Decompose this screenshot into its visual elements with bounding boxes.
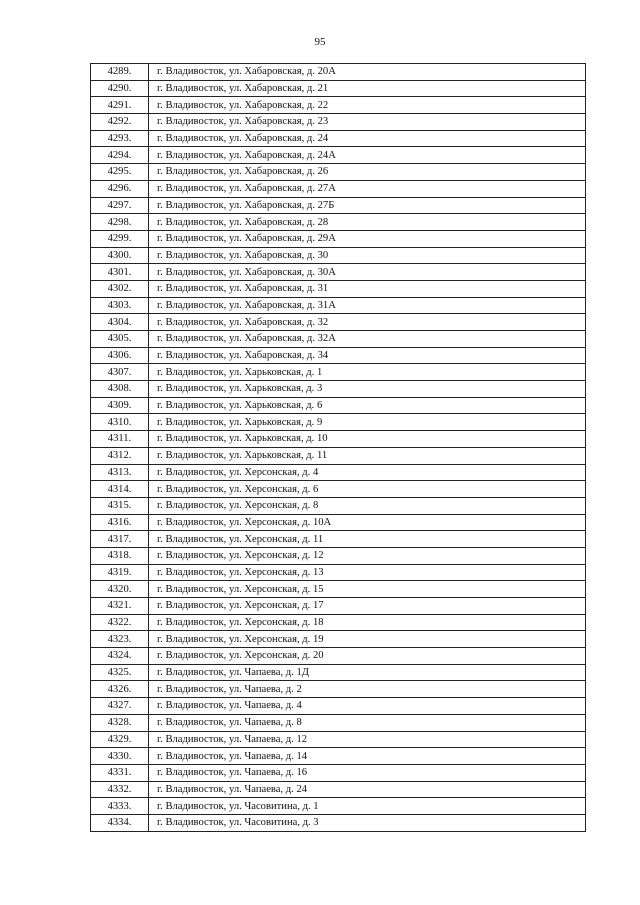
table-row [91,414,586,431]
row-address: г. Владивосток, ул. Хабаровская, д. 23 [149,114,586,131]
table-row [91,97,586,114]
row-address: г. Владивосток, ул. Хабаровская, д. 31 [149,280,586,297]
row-number: 4328. [91,714,149,731]
row-number: 4327. [91,698,149,715]
row-number: 4307. [91,364,149,381]
row-address: г. Владивосток, ул. Херсонская, д. 12 [149,547,586,564]
row-number: 4297. [91,197,149,214]
table-row [91,581,586,598]
table-row [91,147,586,164]
table-row [91,698,586,715]
row-number: 4294. [91,147,149,164]
row-number: 4302. [91,280,149,297]
row-number: 4303. [91,297,149,314]
row-number: 4298. [91,214,149,231]
row-number: 4306. [91,347,149,364]
row-address: г. Владивосток, ул. Хабаровская, д. 22 [149,97,586,114]
row-number: 4331. [91,764,149,781]
table-row [91,547,586,564]
table-row [91,197,586,214]
row-number: 4292. [91,114,149,131]
row-address: г. Владивосток, ул. Хабаровская, д. 21 [149,80,586,97]
row-address: г. Владивосток, ул. Хабаровская, д. 34 [149,347,586,364]
row-address: г. Владивосток, ул. Херсонская, д. 6 [149,481,586,498]
row-number: 4317. [91,531,149,548]
address-table [90,63,586,832]
row-number: 4313. [91,464,149,481]
table-row [91,514,586,531]
row-number: 4293. [91,130,149,147]
table-row [91,130,586,147]
table-row [91,280,586,297]
row-address: г. Владивосток, ул. Хабаровская, д. 31А [149,297,586,314]
row-address: г. Владивосток, ул. Хабаровская, д. 28 [149,214,586,231]
table-row [91,748,586,765]
row-address: г. Владивосток, ул. Харьковская, д. 3 [149,381,586,398]
table-row [91,481,586,498]
row-address: г. Владивосток, ул. Херсонская, д. 13 [149,564,586,581]
row-address: г. Владивосток, ул. Чапаева, д. 14 [149,748,586,765]
table-row [91,798,586,815]
row-address: г. Владивосток, ул. Чапаева, д. 16 [149,764,586,781]
row-number: 4332. [91,781,149,798]
table-row [91,631,586,648]
row-address: г. Владивосток, ул. Херсонская, д. 20 [149,648,586,665]
row-number: 4289. [91,64,149,81]
row-number: 4325. [91,664,149,681]
row-number: 4291. [91,97,149,114]
table-row [91,648,586,665]
row-number: 4308. [91,381,149,398]
table-row [91,180,586,197]
table-row [91,347,586,364]
table-row [91,731,586,748]
table-row [91,764,586,781]
row-number: 4324. [91,648,149,665]
row-number: 4296. [91,180,149,197]
row-number: 4309. [91,397,149,414]
row-number: 4314. [91,481,149,498]
row-address: г. Владивосток, ул. Херсонская, д. 4 [149,464,586,481]
table-row [91,230,586,247]
row-number: 4304. [91,314,149,331]
row-address: г. Владивосток, ул. Харьковская, д. 9 [149,414,586,431]
table-row [91,598,586,615]
row-address: г. Владивосток, ул. Херсонская, д. 10А [149,514,586,531]
row-address: г. Владивосток, ул. Чапаева, д. 4 [149,698,586,715]
row-number: 4320. [91,581,149,598]
table-row [91,364,586,381]
row-number: 4311. [91,431,149,448]
row-address: г. Владивосток, ул. Хабаровская, д. 24 [149,130,586,147]
row-number: 4333. [91,798,149,815]
row-address: г. Владивосток, ул. Херсонская, д. 8 [149,497,586,514]
table-row [91,814,586,831]
row-number: 4316. [91,514,149,531]
row-address: г. Владивосток, ул. Хабаровская, д. 32А [149,331,586,348]
row-address: г. Владивосток, ул. Часовитина, д. 1 [149,798,586,815]
table-row [91,447,586,464]
row-address: г. Владивосток, ул. Хабаровская, д. 27А [149,180,586,197]
table-row [91,431,586,448]
table-row [91,314,586,331]
table-row [91,381,586,398]
row-number: 4326. [91,681,149,698]
address-table-body [91,64,586,832]
table-row [91,297,586,314]
row-address: г. Владивосток, ул. Хабаровская, д. 26 [149,164,586,181]
row-address: г. Владивосток, ул. Хабаровская, д. 30А [149,264,586,281]
table-row [91,464,586,481]
table-row [91,664,586,681]
row-number: 4310. [91,414,149,431]
table-row [91,264,586,281]
table-row [91,331,586,348]
table-row [91,247,586,264]
table-row [91,497,586,514]
table-row [91,114,586,131]
row-address: г. Владивосток, ул. Хабаровская, д. 32 [149,314,586,331]
row-number: 4329. [91,731,149,748]
row-number: 4330. [91,748,149,765]
table-row [91,564,586,581]
table-row [91,64,586,81]
row-address: г. Владивосток, ул. Херсонская, д. 17 [149,598,586,615]
table-row [91,714,586,731]
row-address: г. Владивосток, ул. Херсонская, д. 19 [149,631,586,648]
row-address: г. Владивосток, ул. Чапаева, д. 2 [149,681,586,698]
table-row [91,397,586,414]
row-address: г. Владивосток, ул. Харьковская, д. 11 [149,447,586,464]
table-row [91,681,586,698]
row-number: 4301. [91,264,149,281]
row-address: г. Владивосток, ул. Чапаева, д. 1Д [149,664,586,681]
row-number: 4321. [91,598,149,615]
row-address: г. Владивосток, ул. Хабаровская, д. 27Б [149,197,586,214]
row-number: 4305. [91,331,149,348]
row-address: г. Владивосток, ул. Чапаева, д. 8 [149,714,586,731]
row-number: 4322. [91,614,149,631]
table-row [91,80,586,97]
table-row [91,781,586,798]
row-address: г. Владивосток, ул. Чапаева, д. 24 [149,781,586,798]
page-number: 95 [314,36,326,48]
row-number: 4319. [91,564,149,581]
row-address: г. Владивосток, ул. Харьковская, д. 1 [149,364,586,381]
row-address: г. Владивосток, ул. Хабаровская, д. 30 [149,247,586,264]
row-number: 4318. [91,547,149,564]
row-number: 4295. [91,164,149,181]
row-address: г. Владивосток, ул. Часовитина, д. 3 [149,814,586,831]
table-row [91,164,586,181]
row-address: г. Владивосток, ул. Чапаева, д. 12 [149,731,586,748]
row-number: 4323. [91,631,149,648]
table-row [91,614,586,631]
row-number: 4315. [91,497,149,514]
table-row [91,214,586,231]
row-number: 4312. [91,447,149,464]
row-address: г. Владивосток, ул. Хабаровская, д. 29А [149,230,586,247]
row-address: г. Владивосток, ул. Хабаровская, д. 20А [149,64,586,81]
row-number: 4334. [91,814,149,831]
row-address: г. Владивосток, ул. Херсонская, д. 15 [149,581,586,598]
row-address: г. Владивосток, ул. Херсонская, д. 11 [149,531,586,548]
row-address: г. Владивосток, ул. Херсонская, д. 18 [149,614,586,631]
table-row [91,531,586,548]
row-address: г. Владивосток, ул. Харьковская, д. 10 [149,431,586,448]
row-number: 4290. [91,80,149,97]
row-address: г. Владивосток, ул. Харьковская, д. 6 [149,397,586,414]
row-number: 4300. [91,247,149,264]
row-number: 4299. [91,230,149,247]
row-address: г. Владивосток, ул. Хабаровская, д. 24А [149,147,586,164]
